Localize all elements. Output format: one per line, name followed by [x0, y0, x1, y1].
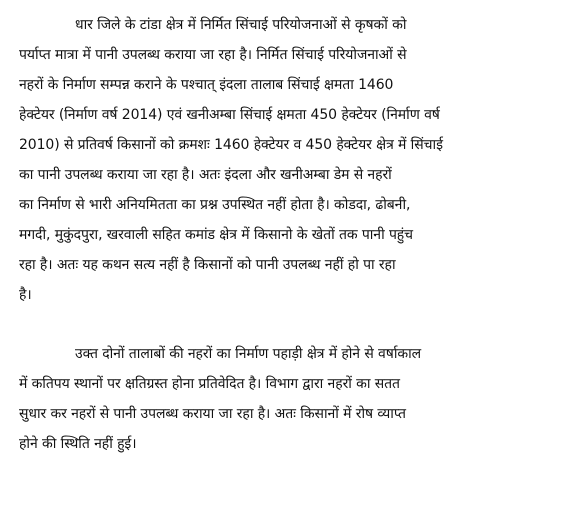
paragraph-line: होने की स्थिति नहीं हुई।	[19, 436, 137, 452]
paragraph-line: का निर्माण से भारी अनियमितता का प्रश्न उपस्थित नहीं होता है। कोडदा, ढोबनी,	[19, 197, 411, 213]
paragraph-line: हेक्टेयर (निर्माण वर्ष 2014) एवं खनीअम्बा सिंचाई क्षमता 450 हेक्टेयर (निर्माण वर्ष	[19, 107, 440, 123]
paragraph-line: मगदी, मुकुंदपुरा, खरवाली सहित कमांड क्षेत्र में किसानो के खेतों तक पानी पहुंच	[19, 227, 413, 243]
paragraph-line: पर्याप्त मात्रा में पानी उपलब्ध कराया जा रहा है। निर्मित सिंचाई परियोजनाओं से	[19, 47, 407, 63]
paragraph-line: सुधार कर नहरों से पानी उपलब्ध कराया जा रहा है। अतः किसानों में रोष व्याप्त	[19, 406, 406, 422]
paragraph-line: उक्त दोनों तालाबों की नहरों का निर्माण पहाड़ी क्षेत्र में होने से वर्षाकाल	[75, 346, 422, 362]
paragraph-1	[19, 10, 551, 310]
paragraph-line: रहा है। अतः यह कथन सत्य नहीं है किसानों को पानी उपलब्ध नहीं हो पा रहा	[19, 257, 396, 273]
paragraph-line: नहरों के निर्माण सम्पन्न कराने के पश्चात् इंदला तालाब सिंचाई क्षमता 1460	[19, 77, 394, 93]
paragraph-line: में कतिपय स्थानों पर क्षतिग्रस्त होना प्रतिवेदित है। विभाग द्वारा नहरों का सतत	[19, 376, 400, 392]
paragraph-2	[19, 339, 551, 459]
paragraph-spacer	[19, 310, 551, 339]
paragraph-line: है।	[19, 287, 32, 303]
paragraph-line: 2010) से प्रतिवर्ष किसानों को क्रमशः 1460 हेक्टेयर व 450 हेक्टेयर क्षेत्र में सिंचाई	[19, 137, 443, 153]
paragraph-line: का पानी उपलब्ध कराया जा रहा है। अतः इंदला और खनीअम्बा डेम से नहरों	[19, 167, 392, 183]
paragraph-line: धार जिले के टांडा क्षेत्र में निर्मित सिंचाई परियोजनाओं से कृषकों को	[75, 17, 407, 33]
